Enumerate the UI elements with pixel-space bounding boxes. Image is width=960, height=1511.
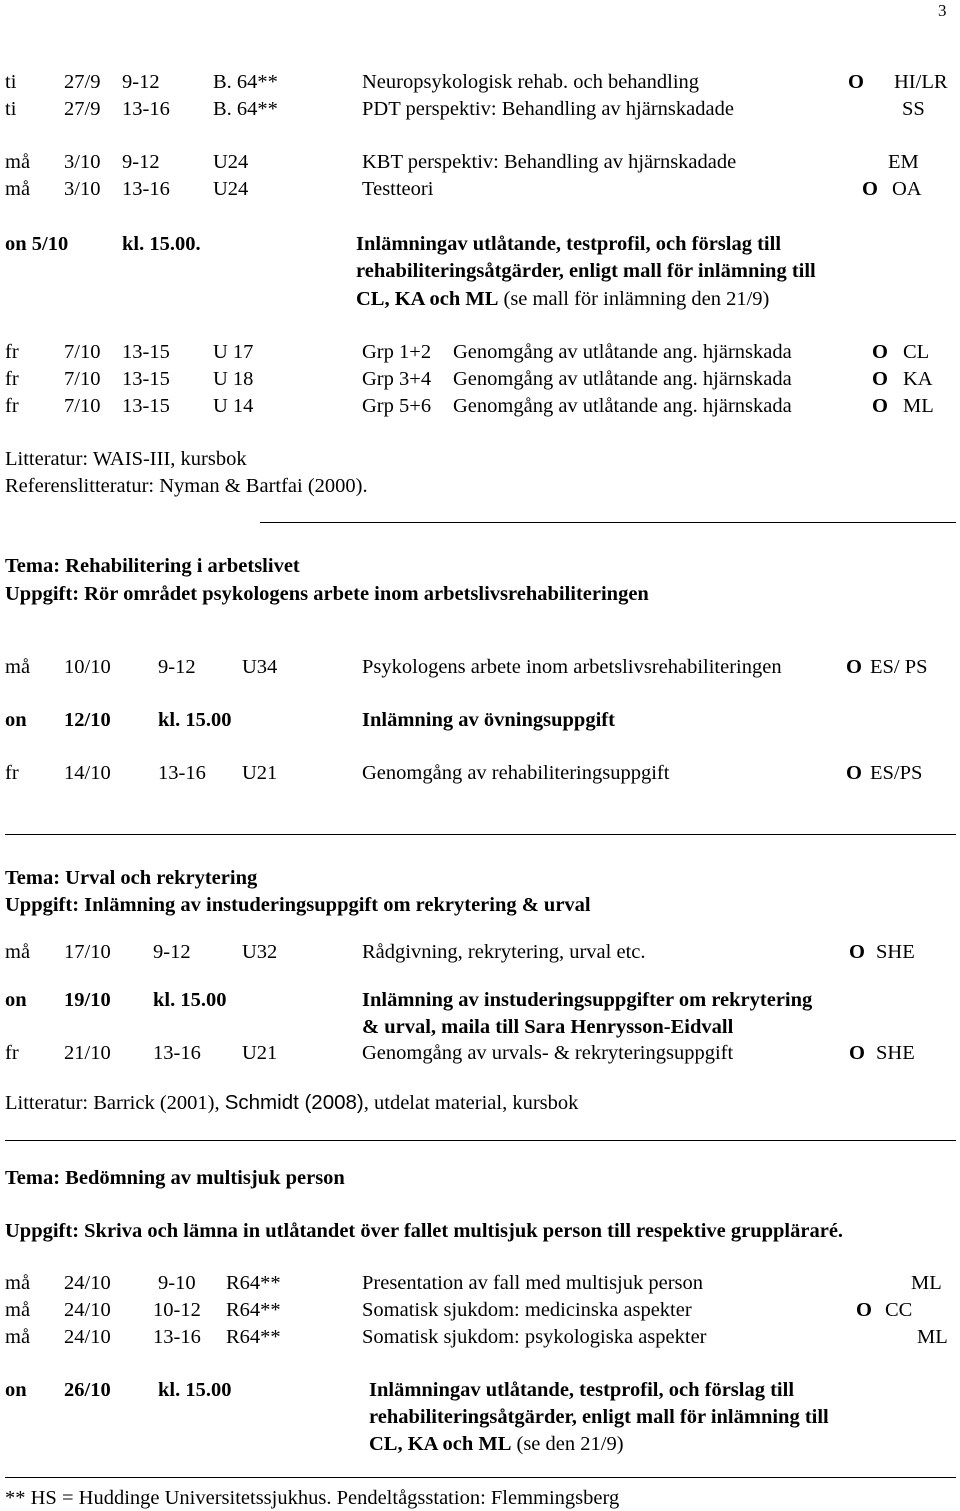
row-teacher: ES/ PS	[870, 656, 928, 678]
row-time: 9-12	[122, 71, 160, 93]
row-teacher: EM	[888, 151, 919, 173]
row-room: U32	[242, 941, 278, 963]
row-room: R64**	[226, 1272, 281, 1294]
row-date: 10/10	[64, 656, 111, 678]
literature-suffix: , utdelat material, kursbok	[363, 1092, 579, 1114]
assignment-title: Uppgift: Skriva och lämna in utlåtandet över fallet multisjuk person till respektive gruppläraré.	[5, 1220, 844, 1242]
row-time: 13-15	[122, 341, 170, 363]
deadline-time: kl. 15.00	[158, 709, 232, 731]
row-day: ti	[5, 71, 17, 93]
row-teacher: SS	[902, 98, 925, 120]
deadline-line1: Inlämningav utlåtande, testprofil, och förslag till	[369, 1379, 795, 1401]
row-o-mark: O	[872, 395, 888, 417]
row-title: Somatisk sjukdom: psykologiska aspekter	[362, 1326, 707, 1348]
row-date: 27/9	[64, 71, 101, 93]
row-teacher: OA	[892, 178, 922, 200]
deadline-line3-rest: (se den 21/9)	[511, 1433, 624, 1455]
row-time: 9-12	[153, 941, 191, 963]
row-date: 7/10	[64, 395, 101, 417]
row-day: må	[5, 1326, 31, 1348]
row-time: 13-16	[158, 762, 206, 784]
deadline-day: on	[5, 989, 27, 1011]
row-title: Neuropsykologisk rehab. och behandling	[362, 71, 700, 93]
row-date: 27/9	[64, 98, 101, 120]
deadline-line1: Inlämningav utlåtande, testprofil, och förslag till	[356, 233, 782, 255]
row-teacher: SHE	[876, 1042, 915, 1064]
row-teacher: ML	[903, 395, 934, 417]
deadline-line3-rest: (se mall för inlämning den 21/9)	[498, 288, 770, 310]
row-o-mark: O	[862, 178, 878, 200]
section-divider	[260, 522, 956, 523]
literature-prefix: Litteratur: Barrick (2001),	[5, 1092, 225, 1114]
literature-line: Litteratur: WAIS-III, kursbok	[5, 448, 247, 470]
row-teacher: ES/PS	[870, 762, 923, 784]
row-title: Testteori	[362, 178, 434, 200]
theme-title: Tema: Rehabilitering i arbetslivet	[5, 555, 300, 577]
row-o-mark: O	[872, 368, 888, 390]
row-date: 21/10	[64, 1042, 111, 1064]
row-time: 13-16	[153, 1326, 201, 1348]
deadline-title-line2: & urval, maila till Sara Henrysson-Eidvall	[362, 1016, 734, 1038]
row-time: 13-16	[153, 1042, 201, 1064]
deadline-line3	[356, 289, 769, 310]
row-title: Psykologens arbete inom arbetslivsrehabiliteringen	[362, 656, 782, 678]
theme-title: Tema: Bedömning av multisjuk person	[5, 1167, 345, 1189]
row-day: fr	[5, 341, 19, 363]
row-room: U24	[213, 151, 249, 173]
reference-literature-line: Referenslitteratur: Nyman & Bartfai (2000).	[5, 475, 368, 497]
row-room: U 14	[213, 395, 254, 417]
section-divider	[5, 1477, 956, 1478]
row-title: Presentation av fall med multisjuk person	[362, 1272, 704, 1294]
deadline-time: kl. 15.00	[153, 989, 227, 1011]
row-date: 3/10	[64, 178, 101, 200]
row-group: Grp 3+4	[362, 368, 432, 390]
row-title: Somatisk sjukdom: medicinska aspekter	[362, 1299, 692, 1321]
literature-schmidt: Schmidt (2008)	[224, 1091, 364, 1114]
row-date: 14/10	[64, 762, 111, 784]
row-title: KBT perspektiv: Behandling av hjärnskadade	[362, 151, 737, 173]
row-teacher: ML	[911, 1272, 942, 1294]
row-title: Genomgång av urvals- & rekryteringsuppgift	[362, 1042, 734, 1064]
assignment-title: Uppgift: Rör området psykologens arbete inom arbetslivsrehabiliteringen	[5, 583, 649, 605]
deadline-daydate: on 5/10	[5, 233, 69, 255]
section-divider	[5, 1140, 956, 1141]
deadline-date: 26/10	[64, 1379, 111, 1401]
row-day: fr	[5, 395, 19, 417]
row-o-mark: O	[848, 71, 864, 93]
row-time: 13-15	[122, 395, 170, 417]
row-time: 13-16	[122, 98, 170, 120]
row-title: Genomgång av utlåtande ang. hjärnskada	[453, 341, 792, 363]
row-day: må	[5, 1272, 31, 1294]
deadline-title-line1: Inlämning av instuderingsuppgifter om rekrytering	[362, 989, 813, 1011]
row-teacher: ML	[917, 1326, 948, 1348]
row-teacher: HI/LR	[894, 71, 948, 93]
row-teacher: SHE	[876, 941, 915, 963]
row-title: PDT perspektiv: Behandling av hjärnskadade	[362, 98, 734, 120]
row-o-mark: O	[849, 1042, 865, 1064]
row-date: 17/10	[64, 941, 111, 963]
row-day: fr	[5, 1042, 19, 1064]
row-time: 10-12	[153, 1299, 201, 1321]
row-room: U21	[242, 762, 278, 784]
row-room: B. 64**	[213, 98, 278, 120]
theme-title: Tema: Urval och rekrytering	[5, 867, 258, 889]
row-time: 9-12	[158, 656, 196, 678]
row-date: 7/10	[64, 341, 101, 363]
deadline-line2: rehabiliteringsåtgärder, enligt mall för inlämning till	[369, 1406, 829, 1428]
row-time: 9-10	[158, 1272, 196, 1294]
row-o-mark: O	[846, 656, 862, 678]
deadline-line2: rehabiliteringsåtgärder, enligt mall för inlämning till	[356, 260, 816, 282]
row-day: fr	[5, 762, 19, 784]
row-teacher: KA	[903, 368, 933, 390]
deadline-day: on	[5, 709, 27, 731]
row-date: 24/10	[64, 1272, 111, 1294]
row-o-mark: O	[872, 341, 888, 363]
section-divider	[5, 834, 956, 835]
row-teacher: CC	[885, 1299, 913, 1321]
row-time: 13-16	[122, 178, 170, 200]
row-room: U34	[242, 656, 278, 678]
row-time: 9-12	[122, 151, 160, 173]
footnote: ** HS = Huddinge Universitetssjukhus. Pendeltågsstation: Flemmingsberg	[5, 1487, 620, 1509]
row-date: 3/10	[64, 151, 101, 173]
row-date: 24/10	[64, 1326, 111, 1348]
row-time: 13-15	[122, 368, 170, 390]
row-day: må	[5, 941, 31, 963]
literature-line	[5, 1093, 578, 1114]
page-number: 3	[938, 1, 947, 20]
deadline-date: 19/10	[64, 989, 111, 1011]
row-o-mark: O	[856, 1299, 872, 1321]
row-room: U 17	[213, 341, 254, 363]
row-o-mark: O	[846, 762, 862, 784]
row-date: 7/10	[64, 368, 101, 390]
row-room: R64**	[226, 1326, 281, 1348]
deadline-time: kl. 15.00.	[122, 233, 201, 255]
row-room: R64**	[226, 1299, 281, 1321]
deadline-title: Inlämning av övningsuppgift	[362, 709, 615, 731]
row-room: B. 64**	[213, 71, 278, 93]
row-room: U24	[213, 178, 249, 200]
deadline-date: 12/10	[64, 709, 111, 731]
row-title: Genomgång av utlåtande ang. hjärnskada	[453, 395, 792, 417]
row-room: U 18	[213, 368, 254, 390]
row-title: Genomgång av utlåtande ang. hjärnskada	[453, 368, 792, 390]
row-day: må	[5, 151, 31, 173]
row-day: ti	[5, 98, 17, 120]
row-day: fr	[5, 368, 19, 390]
row-room: U21	[242, 1042, 278, 1064]
deadline-time: kl. 15.00	[158, 1379, 232, 1401]
row-day: må	[5, 656, 31, 678]
row-title: Genomgång av rehabiliteringsuppgift	[362, 762, 670, 784]
row-day: må	[5, 1299, 31, 1321]
row-title: Rådgivning, rekrytering, urval etc.	[362, 941, 646, 963]
deadline-line3	[369, 1434, 624, 1455]
assignment-title: Uppgift: Inlämning av instuderingsuppgift om rekrytering & urval	[5, 894, 591, 916]
row-group: Grp 5+6	[362, 395, 432, 417]
row-day: må	[5, 178, 31, 200]
row-date: 24/10	[64, 1299, 111, 1321]
row-teacher: CL	[903, 341, 930, 363]
row-group: Grp 1+2	[362, 341, 432, 363]
row-o-mark: O	[849, 941, 865, 963]
deadline-day: on	[5, 1379, 27, 1401]
deadline-line3-bold: CL, KA och ML	[369, 1433, 512, 1455]
deadline-line3-bold: CL, KA och ML	[356, 288, 499, 310]
